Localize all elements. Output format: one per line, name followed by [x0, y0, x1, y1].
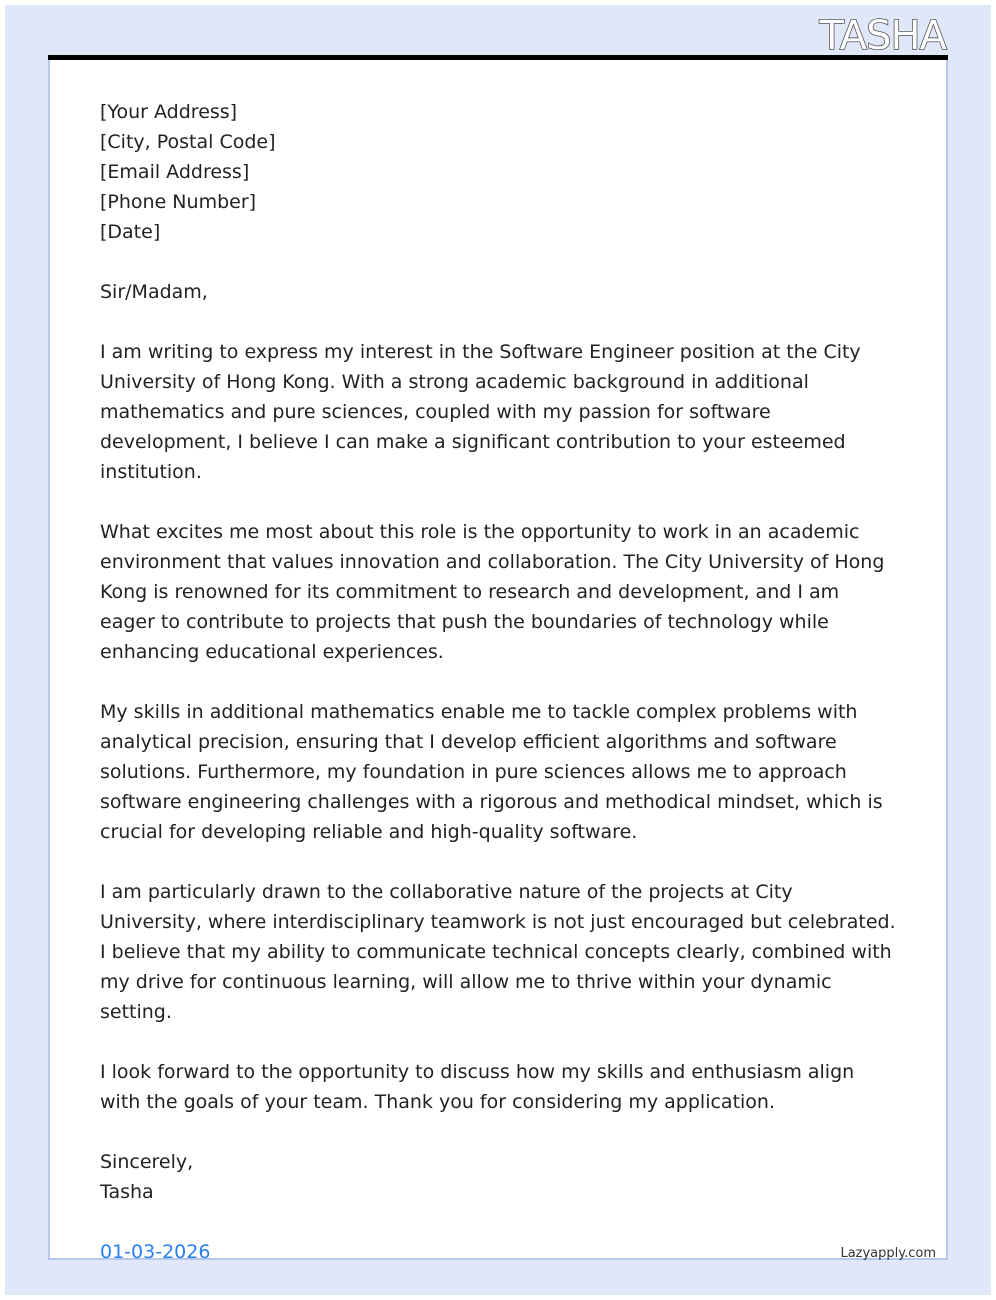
sender-block [100, 97, 900, 247]
letter-date: 01-03-2026 [100, 1241, 211, 1263]
salutation: Sir/Madam, [100, 281, 208, 303]
sender-city: [City, Postal Code] [100, 131, 276, 153]
signature-name: Tasha [100, 1181, 154, 1203]
body-paragraph-1: I am writing to express my interest in the Software Engineer position at the City University of Hong Kong. With a strong academic background in additional mathematics and pure sciences, coupled with my passion for software development, I believe I can make a significant contribution to your esteemed institution. [100, 341, 861, 483]
closing-block [100, 1147, 900, 1207]
sender-email: [Email Address] [100, 161, 250, 183]
name-logo: TASHA [819, 13, 946, 59]
sender-phone: [Phone Number] [100, 191, 257, 213]
header-rule [48, 55, 948, 60]
footer-brand: Lazyapply.com [840, 1246, 936, 1261]
cover-letter-body [100, 97, 900, 1267]
body-paragraph-5: I look forward to the opportunity to discuss how my skills and enthusiasm align with the goals of your team. Thank you for considering my application. [100, 1061, 855, 1113]
body-paragraph-3: My skills in additional mathematics enable me to tackle complex problems with analytical precision, ensuring that I develop efficient algorithms and software solutions. Furthermore, my foundation in pure sciences allows me to approach software engineering challenges with a rigorous and methodical mindset, which is crucial for developing reliable and high-quality software. [100, 701, 883, 843]
body-paragraph-4: I am particularly drawn to the collaborative nature of the projects at City University, where interdisciplinary teamwork is not just encouraged but celebrated. I believe that my ability to communicate technical concepts clearly, combined with my drive for continuous learning, will allow me to thrive within your dynamic setting. [100, 881, 896, 1023]
valediction: Sincerely, [100, 1151, 194, 1173]
sender-date: [Date] [100, 221, 161, 243]
sender-address: [Your Address] [100, 101, 238, 123]
body-paragraph-2: What excites me most about this role is the opportunity to work in an academic environment that values innovation and collaboration. The City University of Hong Kong is renowned for its commitment to research and development, and I am eager to contribute to projects that push the boundaries of technology while enhancing educational experiences. [100, 521, 885, 663]
